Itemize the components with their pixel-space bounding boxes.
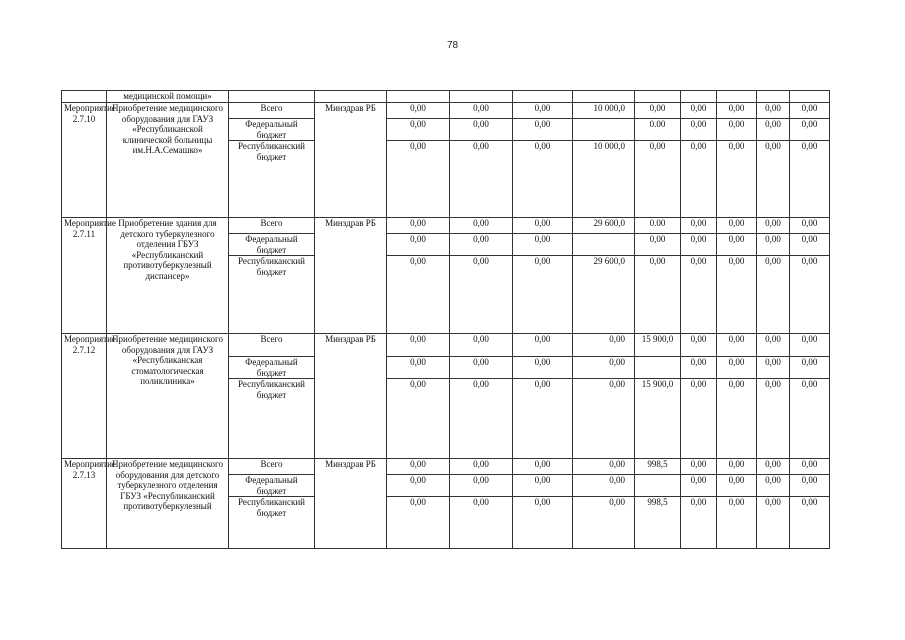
value-cell: 0,00 xyxy=(635,234,681,256)
funding-source: Всего xyxy=(229,459,315,475)
value-cell: 0,00 xyxy=(450,141,513,218)
funding-source: Всего xyxy=(229,103,315,119)
value-cell: 0,00 xyxy=(513,119,573,141)
value-cell: 0,00 xyxy=(757,103,790,119)
table-row xyxy=(62,334,830,357)
executor: Минздрав РБ xyxy=(315,334,387,459)
value-cell: 0,00 xyxy=(757,218,790,234)
value-cell: 0,00 xyxy=(450,357,513,379)
value-cell: 0,00 xyxy=(717,334,757,357)
value-cell: 15 900,0 xyxy=(635,334,681,357)
table-row xyxy=(62,103,830,119)
value-cell: 0,00 xyxy=(450,218,513,234)
value-cell: 0,00 xyxy=(790,334,830,357)
value-cell: 0,00 xyxy=(717,357,757,379)
value-cell: 0,00 xyxy=(450,497,513,549)
value-cell: 0,00 xyxy=(387,103,450,119)
value-cell: 0,00 xyxy=(387,234,450,256)
value-cell: 0,00 xyxy=(387,141,450,218)
value-cell: 0,00 xyxy=(681,475,717,497)
value-cell: 0,00 xyxy=(717,379,757,459)
value-cell: 0,00 xyxy=(450,334,513,357)
continuation-name-cell: медицинской помощи» xyxy=(107,91,229,103)
table-body xyxy=(62,91,830,549)
value-cell: 0,00 xyxy=(681,218,717,234)
value-cell: 0,00 xyxy=(387,497,450,549)
value-cell: 10 000,0 xyxy=(573,103,635,119)
funding-source: Федеральный бюджет xyxy=(229,475,315,497)
measure-name: Приобретение здания для детского туберкулезного отделения ГБУЗ «Республиканский противотуберкулезный диспансер» xyxy=(107,218,229,334)
value-cell: 0,00 xyxy=(387,256,450,334)
value-cell: 0,00 xyxy=(681,497,717,549)
value-cell: 0,00 xyxy=(790,497,830,549)
value-cell xyxy=(635,357,681,379)
value-cell: 0,00 xyxy=(790,379,830,459)
funding-source: Всего xyxy=(229,334,315,357)
value-cell: 0,00 xyxy=(717,459,757,475)
value-cell: 0,00 xyxy=(757,256,790,334)
funding-source: Республиканский бюджет xyxy=(229,379,315,459)
value-cell: 998,5 xyxy=(635,497,681,549)
value-cell: 0,00 xyxy=(573,379,635,459)
value-cell: 0,00 xyxy=(450,119,513,141)
value-cell: 0,00 xyxy=(573,459,635,475)
value-cell: 0,00 xyxy=(513,234,573,256)
value-cell: 0,00 xyxy=(790,218,830,234)
value-cell: 0,00 xyxy=(513,103,573,119)
table-row xyxy=(62,459,830,475)
value-cell: 0,00 xyxy=(513,334,573,357)
value-cell: 0,00 xyxy=(790,141,830,218)
value-cell: 0,00 xyxy=(681,334,717,357)
value-cell: 0,00 xyxy=(450,234,513,256)
value-cell: 0,00 xyxy=(757,475,790,497)
value-cell: 15 900,0 xyxy=(635,379,681,459)
executor: Минздрав РБ xyxy=(315,218,387,334)
measure-code: Мероприятие 2.7.12 xyxy=(62,334,107,459)
value-cell: 0,00 xyxy=(573,334,635,357)
value-cell xyxy=(635,475,681,497)
value-cell: 0,00 xyxy=(513,475,573,497)
value-cell: 0,00 xyxy=(513,141,573,218)
measure-code: Мероприятие 2.7.10 xyxy=(62,103,107,218)
value-cell: 0,00 xyxy=(790,475,830,497)
value-cell: 0,00 xyxy=(757,234,790,256)
value-cell: 0,00 xyxy=(387,334,450,357)
value-cell: 0,00 xyxy=(450,379,513,459)
value-cell xyxy=(573,234,635,256)
value-cell: 0,00 xyxy=(450,459,513,475)
value-cell: 0,00 xyxy=(790,357,830,379)
funding-source: Федеральный бюджет xyxy=(229,119,315,141)
value-cell: 0,00 xyxy=(757,459,790,475)
value-cell: 0,00 xyxy=(757,379,790,459)
value-cell: 29 600,0 xyxy=(573,218,635,234)
measure-name: Приобретение медицинского оборудования для детского туберкулезного отделения ГБУЗ «Республиканский противотуберкулезный xyxy=(107,459,229,549)
table-row xyxy=(62,218,830,234)
value-cell: 0,00 xyxy=(681,119,717,141)
measure-name: Приобретение медицинского оборудования для ГАУЗ «Республиканская стоматологическая поликлиника» xyxy=(107,334,229,459)
page-number: 78 xyxy=(446,40,459,51)
funding-source: Федеральный бюджет xyxy=(229,234,315,256)
value-cell: 0,00 xyxy=(717,475,757,497)
value-cell: 0,00 xyxy=(573,357,635,379)
value-cell: 0,00 xyxy=(790,119,830,141)
funding-source: Республиканский бюджет xyxy=(229,141,315,218)
value-cell: 0,00 xyxy=(681,459,717,475)
value-cell: 10 000,0 xyxy=(573,141,635,218)
measure-code: Мероприятие 2.7.11 xyxy=(62,218,107,334)
value-cell: 0,00 xyxy=(513,357,573,379)
value-cell: 0,00 xyxy=(717,103,757,119)
value-cell: 0,00 xyxy=(450,475,513,497)
value-cell: 0,00 xyxy=(717,234,757,256)
value-cell: 0,00 xyxy=(635,256,681,334)
value-cell: 0,00 xyxy=(573,497,635,549)
value-cell: 0,00 xyxy=(681,379,717,459)
value-cell: 0,00 xyxy=(790,256,830,334)
value-cell: 0,00 xyxy=(757,119,790,141)
value-cell: 0,00 xyxy=(681,256,717,334)
value-cell: 0,00 xyxy=(757,357,790,379)
value-cell: 0,00 xyxy=(681,357,717,379)
funding-source: Федеральный бюджет xyxy=(229,357,315,379)
value-cell: 0,00 xyxy=(635,141,681,218)
funding-source: Республиканский бюджет xyxy=(229,497,315,549)
value-cell: 0,00 xyxy=(387,218,450,234)
value-cell: 0,00 xyxy=(635,103,681,119)
value-cell: 0,00 xyxy=(717,141,757,218)
value-cell: 0,00 xyxy=(790,103,830,119)
funding-source: Республиканский бюджет xyxy=(229,256,315,334)
value-cell: 0,00 xyxy=(757,141,790,218)
value-cell: 0,00 xyxy=(790,459,830,475)
value-cell: 0,00 xyxy=(387,379,450,459)
value-cell: 0.00 xyxy=(635,218,681,234)
value-cell: 0,00 xyxy=(450,103,513,119)
value-cell: 0,00 xyxy=(387,459,450,475)
value-cell: 0,00 xyxy=(513,379,573,459)
value-cell: 0,00 xyxy=(513,256,573,334)
value-cell: 0,00 xyxy=(387,475,450,497)
continuation-row xyxy=(62,91,830,103)
value-cell: 998,5 xyxy=(635,459,681,475)
value-cell: 0,00 xyxy=(513,497,573,549)
value-cell: 0,00 xyxy=(681,234,717,256)
value-cell: 0,00 xyxy=(757,334,790,357)
measure-name: Приобретение медицинского оборудования для ГАУЗ «Республиканской клинической больницы им.Н.А.Семашко» xyxy=(107,103,229,218)
value-cell: 0,00 xyxy=(450,256,513,334)
value-cell: 0,00 xyxy=(717,256,757,334)
value-cell: 0,00 xyxy=(681,141,717,218)
executor: Минздрав РБ xyxy=(315,459,387,549)
value-cell: 0,00 xyxy=(573,475,635,497)
value-cell: 0,00 xyxy=(717,218,757,234)
value-cell: 0,00 xyxy=(387,119,450,141)
executor: Минздрав РБ xyxy=(315,103,387,218)
value-cell: 0,00 xyxy=(717,119,757,141)
value-cell: 0.00 xyxy=(635,119,681,141)
continuation-code-cell xyxy=(62,91,107,103)
value-cell: 0,00 xyxy=(513,459,573,475)
value-cell: 0,00 xyxy=(681,103,717,119)
measure-code: Мероприятие 2.7.13 xyxy=(62,459,107,549)
value-cell: 29 600,0 xyxy=(573,256,635,334)
value-cell: 0,00 xyxy=(757,497,790,549)
value-cell xyxy=(573,119,635,141)
value-cell: 0,00 xyxy=(717,497,757,549)
funding-source: Всего xyxy=(229,218,315,234)
value-cell: 0,00 xyxy=(790,234,830,256)
value-cell: 0,00 xyxy=(387,357,450,379)
budget-table xyxy=(61,90,830,549)
value-cell: 0,00 xyxy=(513,218,573,234)
